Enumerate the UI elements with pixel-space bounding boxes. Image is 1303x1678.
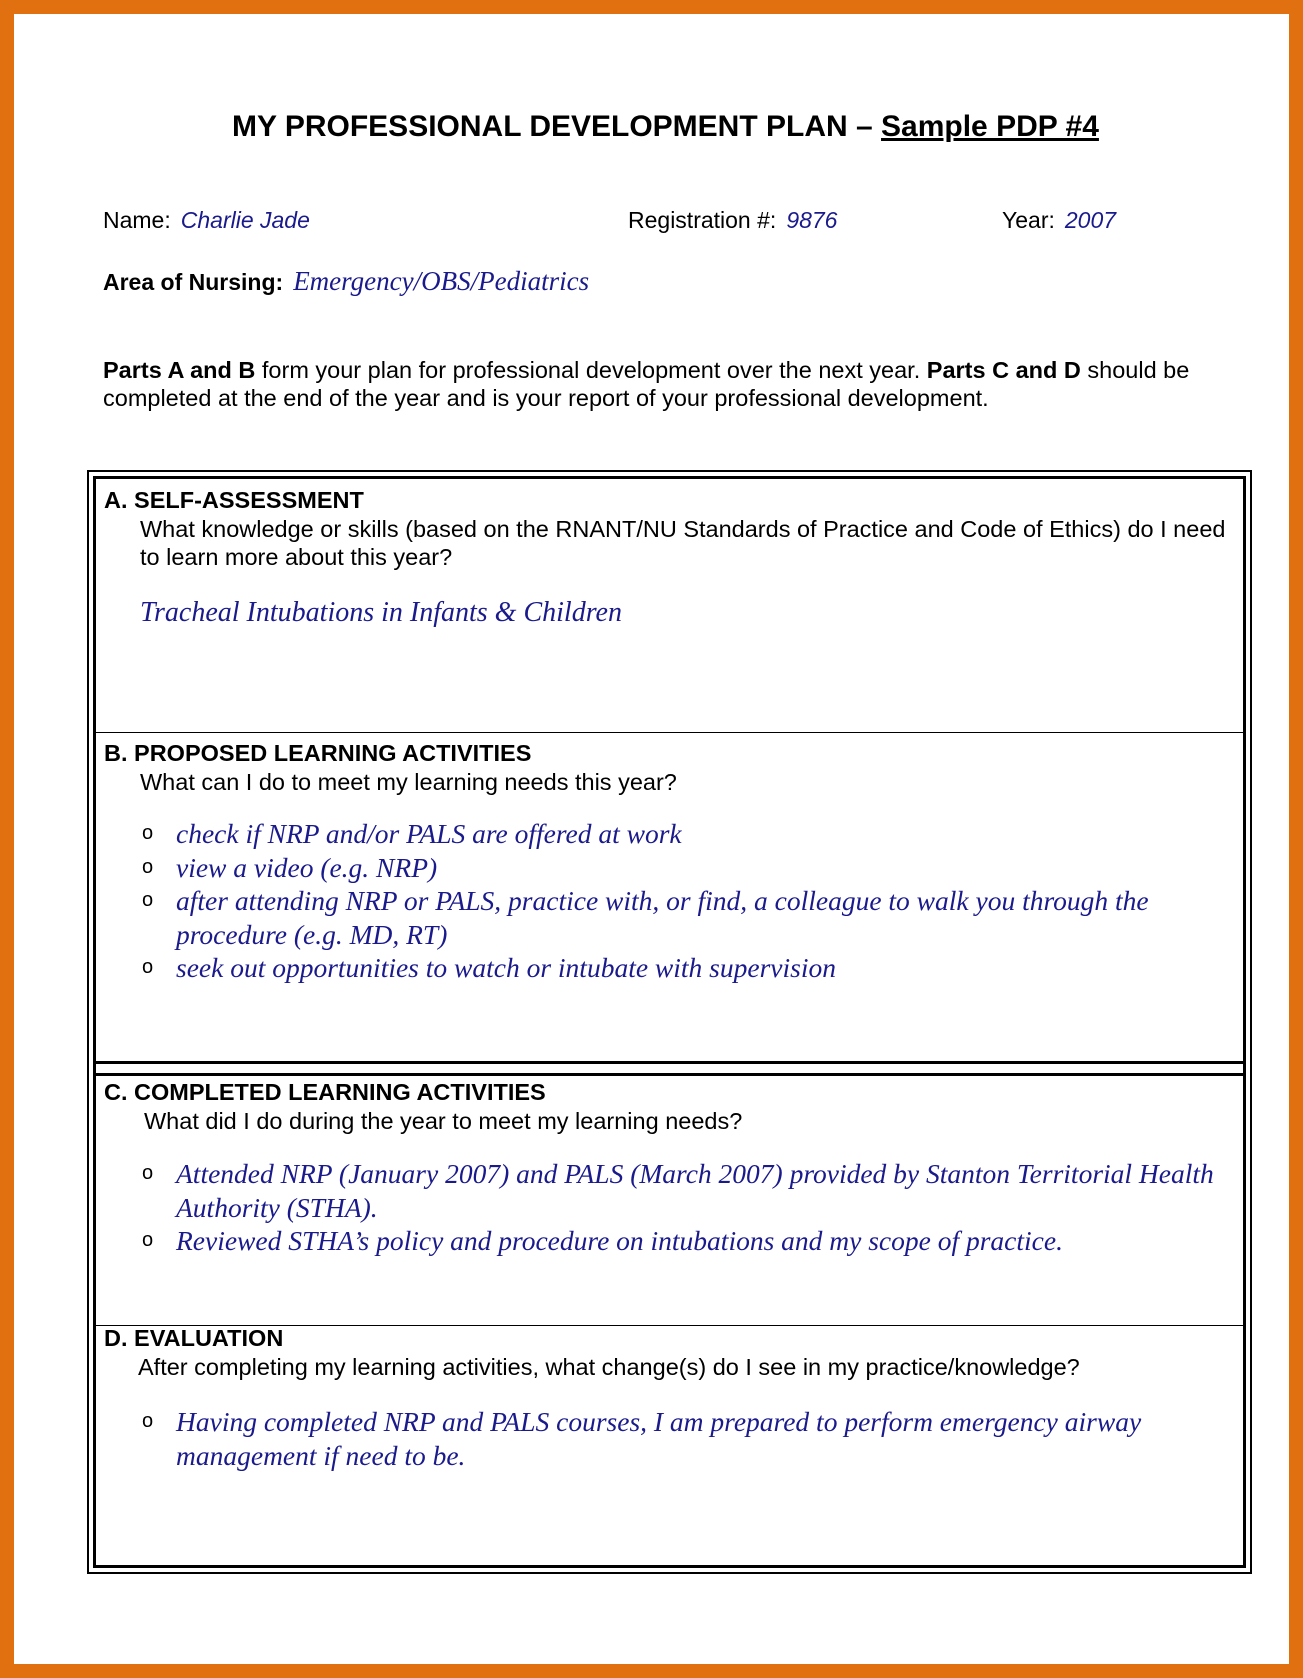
section-d-question: After completing my learning activities, what change(s) do I see in my practice/knowledge? xyxy=(138,1354,1080,1380)
bullet-icon: o xyxy=(142,1162,154,1184)
pdp-table xyxy=(87,470,1252,1574)
bullet-icon: o xyxy=(142,1229,154,1251)
section-separator xyxy=(96,1064,1243,1070)
list-item: o check if NRP and/or PALS are offered at work xyxy=(142,818,682,849)
bullet-icon: o xyxy=(142,822,154,844)
intro-text-1: form your plan for professional development over the next year. xyxy=(255,357,927,383)
bullet-icon: o xyxy=(142,956,154,978)
name-row xyxy=(103,207,310,234)
section-self-assessment xyxy=(96,479,1243,733)
list-item: o view a video (e.g. NRP) xyxy=(142,851,438,883)
intro-paragraph xyxy=(103,356,1243,412)
intro-bold-ab: Parts A and B xyxy=(103,357,256,383)
intro-bold-cd: Parts C and D xyxy=(926,357,1081,383)
intro-text-2: should be completed at the end of the year and is your report of your professional development. xyxy=(103,357,1190,411)
year-value: 2007 xyxy=(1064,207,1117,233)
section-c-question: What did I do during the year to meet my learning needs? xyxy=(144,1108,743,1134)
registration-label: Registration #: xyxy=(628,207,777,233)
section-a-heading: A. SELF-ASSESSMENT xyxy=(104,487,364,513)
list-item: o Having completed NRP and PALS courses, I am prepared to perform emergency airway management if need to be. xyxy=(142,1406,1142,1471)
area-value: Emergency/OBS/Pediatrics xyxy=(293,266,590,296)
section-a-question: What knowledge or skills (based on the RNANT/NU Standards of Practice and Code of Ethics) do I need to learn more about this year? xyxy=(140,516,1226,570)
section-completed-activities xyxy=(96,1073,1243,1326)
list-item: o Reviewed STHA’s policy and procedure on intubations and my scope of practice. xyxy=(142,1225,1063,1256)
list-item: o after attending NRP or PALS, practice with, or find, a colleague to walk you through the procedure (e.g. MD, RT) xyxy=(142,885,1149,950)
section-b-heading: B. PROPOSED LEARNING ACTIVITIES xyxy=(104,740,532,766)
section-evaluation xyxy=(96,1323,1243,1564)
bullet-icon: o xyxy=(142,1410,154,1432)
list-item: o seek out opportunities to watch or intubate with supervision xyxy=(142,952,836,983)
bullet-icon: o xyxy=(142,855,154,878)
name-value: Charlie Jade xyxy=(180,207,310,233)
section-a-answer: Tracheal Intubations in Infants & Children xyxy=(140,597,622,628)
registration-row xyxy=(628,207,837,234)
year-row xyxy=(1002,207,1116,234)
section-b-list xyxy=(140,817,1223,985)
area-row xyxy=(103,266,589,297)
section-d-heading: D. EVALUATION xyxy=(104,1325,284,1351)
pdp-table-inner xyxy=(93,476,1246,1568)
area-label: Area of Nursing: xyxy=(103,269,284,295)
section-c-list xyxy=(140,1157,1223,1258)
name-label: Name: xyxy=(103,207,171,233)
section-c-heading: C. COMPLETED LEARNING ACTIVITIES xyxy=(104,1079,546,1105)
page-title xyxy=(14,110,1303,144)
title-main: MY PROFESSIONAL DEVELOPMENT PLAN – xyxy=(232,110,882,143)
bullet-icon: o xyxy=(142,889,154,911)
year-label: Year: xyxy=(1002,207,1055,233)
list-item: o Attended NRP (January 2007) and PALS (March 2007) provided by Stanton Territorial Health Authority (STHA). xyxy=(142,1158,1214,1223)
section-d-list xyxy=(140,1405,1223,1472)
registration-value: 9876 xyxy=(786,207,838,233)
title-sample: Sample PDP #4 xyxy=(881,110,1099,143)
section-b-question: What can I do to meet my learning needs this year? xyxy=(140,769,677,795)
section-proposed-activities xyxy=(96,733,1243,1064)
